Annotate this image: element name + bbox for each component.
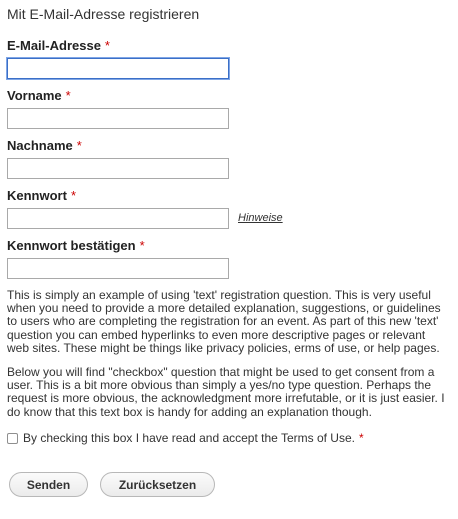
password-confirm-label-text: Kennwort bestätigen	[7, 238, 136, 253]
required-marker: *	[104, 38, 110, 53]
page-title: Mit E-Mail-Adresse registrieren	[7, 6, 200, 22]
consent-label[interactable]: By checking this box I have read and accept the Terms of Use.	[23, 431, 355, 445]
consent-checkbox[interactable]	[7, 433, 18, 444]
email-input[interactable]	[7, 58, 229, 79]
required-marker: *	[65, 88, 71, 103]
required-marker: *	[70, 188, 77, 203]
last-name-label-text: Nachname	[7, 138, 73, 153]
password-input[interactable]	[7, 208, 229, 229]
required-marker: *	[76, 138, 82, 153]
last-name-input[interactable]	[7, 158, 229, 179]
submit-button[interactable]: Senden	[9, 472, 88, 497]
first-name-input[interactable]	[7, 108, 229, 129]
consent-row[interactable]	[7, 430, 364, 446]
email-label-text: E-Mail-Adresse	[7, 38, 101, 53]
password-confirm-input[interactable]	[7, 258, 229, 279]
password-label-text: Kennwort	[7, 188, 67, 203]
checkbox-question-paragraph: Below you will find "checkbox" question that might be used to get consent from a user. This is a bit more obvious than simply a yes/no type question. Perhaps the request is more obvious, the acknowledgment more irrefutable, or it is just easier. I do know that this text box is handy for adding an explanation though.	[7, 365, 445, 419]
required-marker: *	[139, 238, 145, 253]
required-marker: *	[358, 431, 364, 445]
first-name-label-text: Vorname	[7, 88, 62, 103]
first-name-label	[7, 88, 71, 103]
reset-button[interactable]: Zurücksetzen	[100, 472, 215, 497]
text-question-paragraph: This is simply an example of using 'text' registration question. This is very useful when you need to provide a more detailed explanation, suggestions, or guidelines to users who are completing the registration for an event. As part of this new 'text' question you can embed hyperlinks to even more descriptive pages or relevant web sites. These might be things like privacy policies, erms of use, or help pages.	[7, 288, 441, 355]
password-label	[7, 188, 76, 203]
last-name-label	[7, 138, 82, 153]
password-hints-link[interactable]: Hinweise	[238, 212, 283, 224]
password-confirm-label	[7, 238, 145, 253]
email-label	[7, 38, 110, 53]
